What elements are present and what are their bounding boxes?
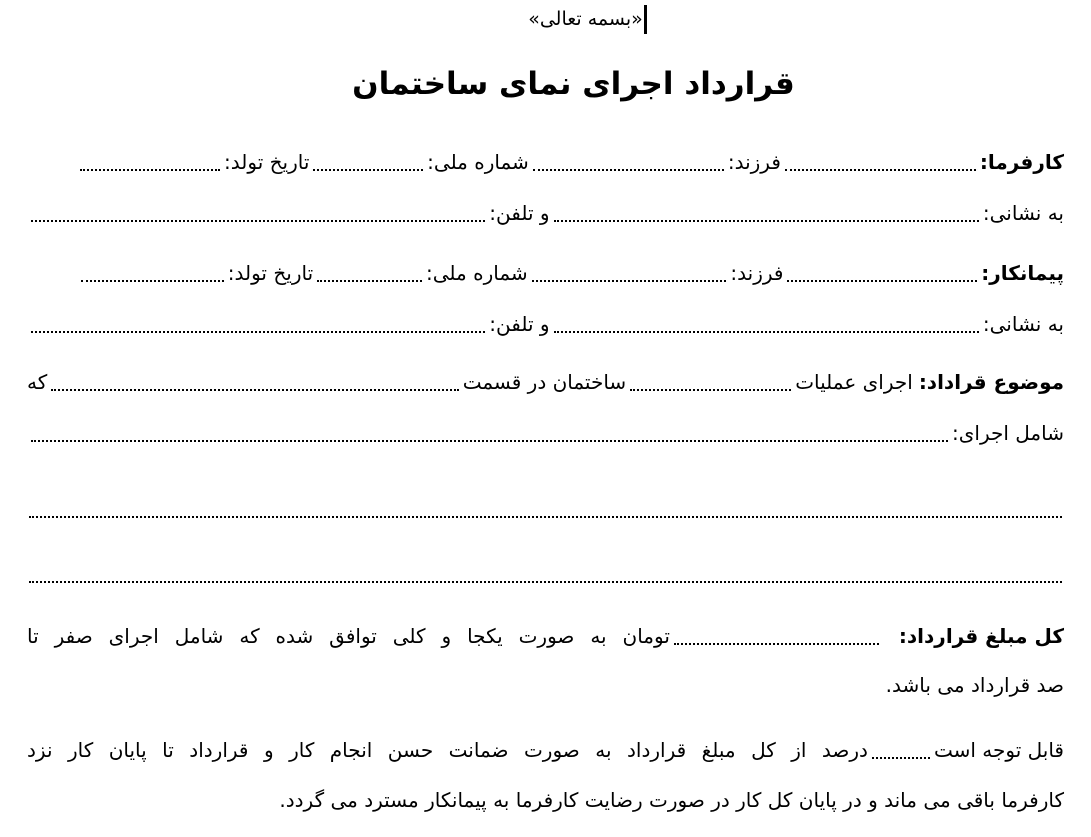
percent-blank[interactable] — [872, 755, 930, 759]
contractor-phone-label: و تلفن: — [489, 312, 550, 336]
employer-birth-date-blank[interactable] — [80, 167, 220, 171]
contractor-national-id-label: شماره ملی: — [426, 261, 528, 285]
amount-blank[interactable] — [674, 641, 879, 645]
besmele-text: «بسمه تعالی» — [528, 8, 643, 30]
continuation-line-2 — [27, 555, 1064, 589]
employer-national-id-blank[interactable] — [313, 167, 423, 171]
text-cursor — [644, 5, 647, 34]
contractor-name-blank[interactable] — [787, 278, 977, 282]
employer-line — [27, 143, 1064, 177]
contractor-address-line — [27, 305, 1064, 339]
continuation-blank-2[interactable] — [29, 579, 1062, 583]
includes-label: شامل اجرای: — [952, 421, 1064, 445]
document-title: قرارداد اجرای نمای ساختمان — [352, 66, 795, 102]
subject-operation-blank[interactable] — [630, 387, 791, 391]
contractor-label: پیمانکار: — [981, 261, 1064, 285]
total-amount-text-2: صد قرارداد می باشد. — [885, 673, 1064, 697]
contractor-father-label: فرزند: — [730, 261, 784, 285]
note-text-1: درصد از کل مبلغ قرارداد به صورت ضمانت حسن انجام کار و قرارداد تا پایان کار نزد — [27, 738, 868, 762]
total-amount-line — [27, 617, 1064, 651]
contractor-birth-date-blank[interactable] — [81, 278, 224, 282]
contractor-line — [27, 254, 1064, 288]
subject-text-2: ساختمان در قسمت — [462, 370, 627, 394]
employer-phone-blank[interactable] — [31, 218, 485, 222]
total-amount-label: کل مبلغ قرارداد: — [898, 624, 1064, 648]
document-page[interactable] — [0, 2, 1091, 837]
contractor-address-blank[interactable] — [554, 329, 979, 333]
subject-section-blank[interactable] — [51, 387, 458, 391]
contractor-national-id-blank[interactable] — [317, 278, 422, 282]
employer-father-label: فرزند: — [727, 150, 781, 174]
continuation-blank-1[interactable] — [29, 514, 1062, 518]
subject-text-1: اجرای عملیات — [795, 370, 913, 394]
employer-national-id-label: شماره ملی: — [427, 150, 529, 174]
besmele-line — [27, 2, 1064, 36]
employer-address-label: به نشانی: — [982, 201, 1064, 225]
employer-phone-label: و تلفن: — [489, 201, 550, 225]
employer-address-line — [27, 194, 1064, 228]
includes-line — [27, 414, 1064, 448]
includes-blank[interactable] — [31, 438, 948, 442]
employer-birth-date-label: تاریخ تولد: — [224, 150, 310, 174]
continuation-line-1 — [27, 490, 1064, 524]
employer-address-blank[interactable] — [554, 218, 979, 222]
subject-text-3: که — [27, 370, 48, 394]
note-text-2: کارفرما باقی می ماند و در پایان کل کار در صورت رضایت کارفرما به پیمانکار مسترد می گردد. — [279, 788, 1064, 812]
note-line-1 — [27, 731, 1064, 765]
employer-father-blank[interactable] — [533, 167, 724, 171]
contractor-address-label: به نشانی: — [982, 312, 1064, 336]
contractor-father-blank[interactable] — [532, 278, 727, 282]
employer-label: کارفرما: — [979, 150, 1064, 174]
line-end-spacer — [27, 286, 77, 288]
subject-label: موضوع قراداد: — [918, 370, 1064, 394]
employer-name-blank[interactable] — [785, 167, 976, 171]
total-amount-text: تومان به صورت یکجا و کلی توافق شده که شامل اجرای صفر تا — [27, 624, 670, 648]
contractor-birth-date-label: تاریخ تولد: — [227, 261, 314, 285]
line-end-spacer — [27, 175, 76, 177]
subject-line — [27, 363, 1064, 397]
note-intro-text: قابل توجه است — [933, 738, 1064, 762]
contractor-phone-blank[interactable] — [31, 329, 485, 333]
